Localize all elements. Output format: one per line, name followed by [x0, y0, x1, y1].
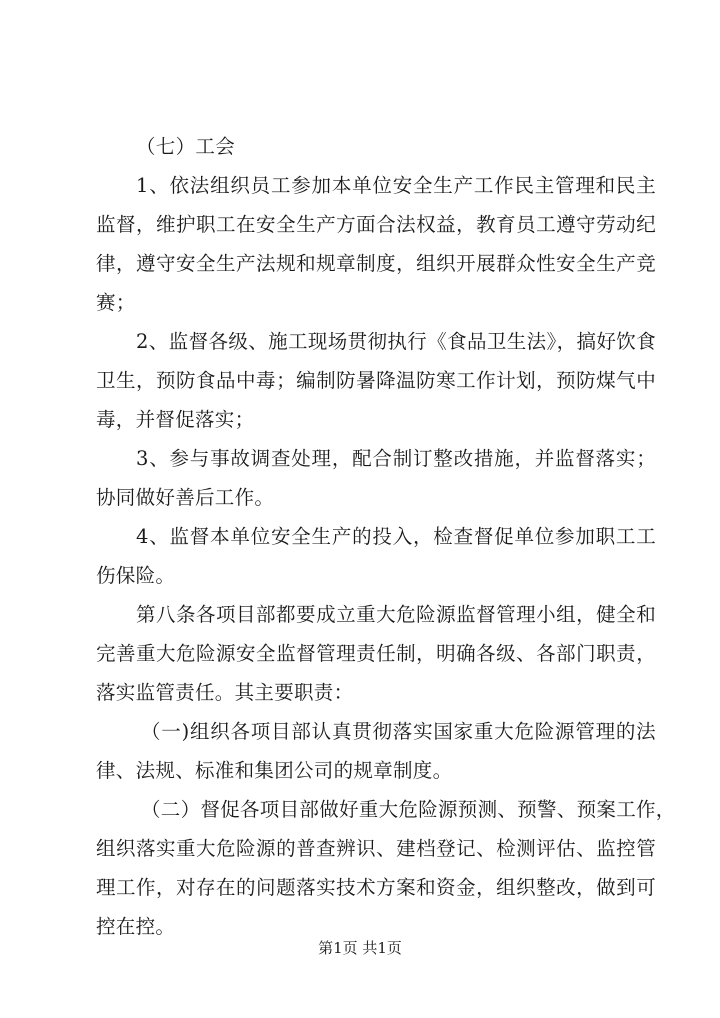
- paragraph-line: 完善重大危险源安全监督管理责任制，明确各级、各部门职责，: [96, 642, 656, 665]
- page-footer: 第1页 共1页: [318, 939, 402, 957]
- paragraph-line: 伤保险。: [96, 564, 176, 587]
- paragraph-line: 组织落实重大危险源的普查辨识、建档登记、检测评估、监控管: [96, 837, 656, 860]
- paragraph-line: 毒，并督促落实；: [96, 408, 255, 431]
- paragraph-line: 第八条各项目部都要成立重大危险源监督管理小组，健全和: [136, 603, 656, 626]
- section-heading: （七）工会: [136, 135, 236, 158]
- paragraph-line: 监督，维护职工在安全生产方面合法权益，教育员工遵守劳动纪: [96, 213, 656, 236]
- paragraph-line: 律，遵守安全生产法规和规章制度，组织开展群众性安全生产竞: [96, 252, 656, 275]
- paragraph-line: （二）督促各项目部做好重大危险源预测、预警、预案工作，: [141, 798, 676, 821]
- paragraph-line: 4、监督本单位安全生产的投入，检查督促单位参加职工工: [136, 525, 656, 548]
- paragraph-line: 理工作，对存在的问题落实技术方案和资金，组织整改，做到可: [96, 876, 656, 899]
- paragraph-line: 赛；: [96, 291, 136, 314]
- paragraph-line: （一)组织各项目部认真贯彻落实国家重大危险源管理的法: [141, 720, 656, 743]
- paragraph-line: 落实监管责任。其主要职责：: [96, 681, 354, 704]
- paragraph-line: 控在控。: [96, 915, 176, 938]
- paragraph-line: 2、监督各级、施工现场贯彻执行《食品卫生法》，搞好饮食: [136, 330, 656, 353]
- paragraph-line: 3、参与事故调查处理，配合制订整改措施，并监督落实；: [136, 447, 656, 470]
- paragraph-line: 1、依法组织员工参加本单位安全生产工作民主管理和民主: [136, 174, 656, 197]
- paragraph-line: 律、法规、标准和集团公司的规章制度。: [96, 759, 453, 782]
- paragraph-line: 协同做好善后工作。: [96, 486, 275, 509]
- paragraph-line: 卫生，预防食品中毒；编制防暑降温防寒工作计划，预防煤气中: [96, 369, 656, 392]
